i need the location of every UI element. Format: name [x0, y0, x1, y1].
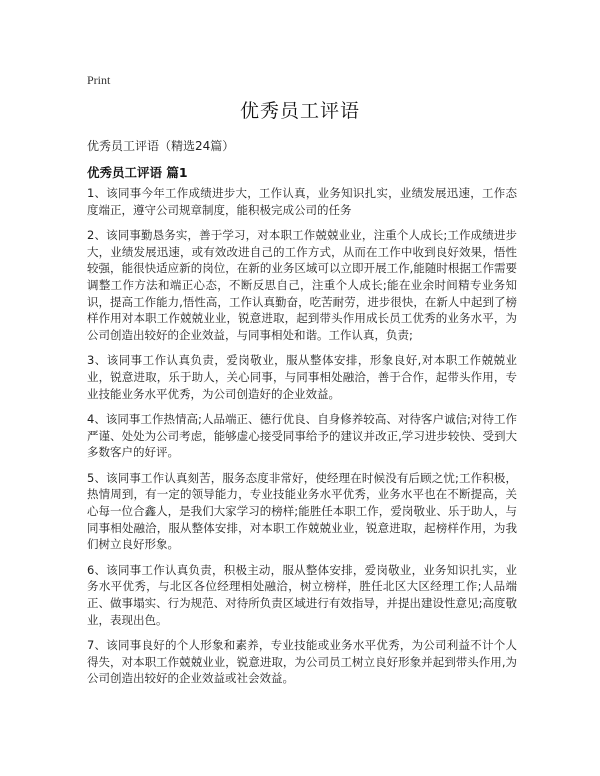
- document-subtitle: 优秀员工评语（精选24篇）: [87, 139, 235, 153]
- document-title: 优秀员工评语: [239, 100, 360, 122]
- paragraph-2: 2、该同事勤恳务实，善于学习，对本职工作兢兢业业，注重个人成长;工作成绩进步大，业绩发展迅速，或有效改进自己的工作方式，从而在工作中收到良好效果，悟性较强，能很快适应新的岗位，在新的业务区域可以立即开展工作,能随时根据工作需要调整工作方法和端正心态，不断反思自己，注重个人成长;能在业余时间精专业务知识，提高工作能力,悟性高，工作认真勤奋，吃苦耐劳，进步很快，在新人中起到了榜样作用对本职工作兢兢业业，锐意进取，起到带头作用成长员工优秀的业务水平，为公司创造出较好的企业效益，与同事相处和谐。工作认真，负责;: [87, 227, 517, 343]
- article-body: [87, 185, 517, 695]
- paragraph-3: 3、该同事工作认真负责，爱岗敬业，服从整体安排，形象良好,对本职工作兢兢业业，锐意进取，乐于助人，关心同事，与同事相处融洽，善于合作，起带头作用，专业技能业务水平优秀，为公司创造好的企业效益。: [87, 353, 517, 401]
- section-heading: 优秀员工评语 篇1: [87, 165, 188, 180]
- print-link[interactable]: Print: [87, 73, 111, 87]
- paragraph-5: 5、该同事工作认真刻苦，服务态度非常好，使经理在时候没有后顾之忧;工作积极，热情周到，有一定的领导能力，专业技能业务水平优秀，业务水平也在不断提高，关心每一位合鑫人，是我们大家学习的榜样;能胜任本职工作，爱岗敬业、乐于助人，与同事相处融洽，服从整体安排，对本职工作兢兢业业，锐意进取，起榜样作用，为我们树立良好形象。: [87, 470, 517, 552]
- paragraph-6: 6、该同事工作认真负责，积极主动，服从整体安排，爱岗敬业，业务知识扎实，业务水平优秀，与北区各位经理相处融洽，树立榜样，胜任北区大区经理工作;人品端正、做事塌实、行为规范、对待所负责区域进行有效指导，并提出建设性意见;高度敬业，表现出色。: [87, 562, 517, 627]
- paragraph-4: 4、该同事工作热情高;人品端正、德行优良、自身修养较高、对待客户诚信;对待工作严谨、处处为公司考虑，能够虚心接受同事给予的建议并改正,学习进步较快、受到大多数客户的好评。: [87, 411, 517, 460]
- paragraph-7: 7、该同事良好的个人形象和素养，专业技能或业务水平优秀，为公司利益不计个人得失，对本职工作兢兢业业，锐意进取，为公司员工树立良好形象并起到带头作用,为公司创造出较好的企业效益或社会效益。: [87, 637, 517, 686]
- paragraph-1: 1、该同事今年工作成绩进步大，工作认真，业务知识扎实，业绩发展迅速，工作态度端正，遵守公司规章制度，能积极完成公司的任务: [87, 186, 517, 217]
